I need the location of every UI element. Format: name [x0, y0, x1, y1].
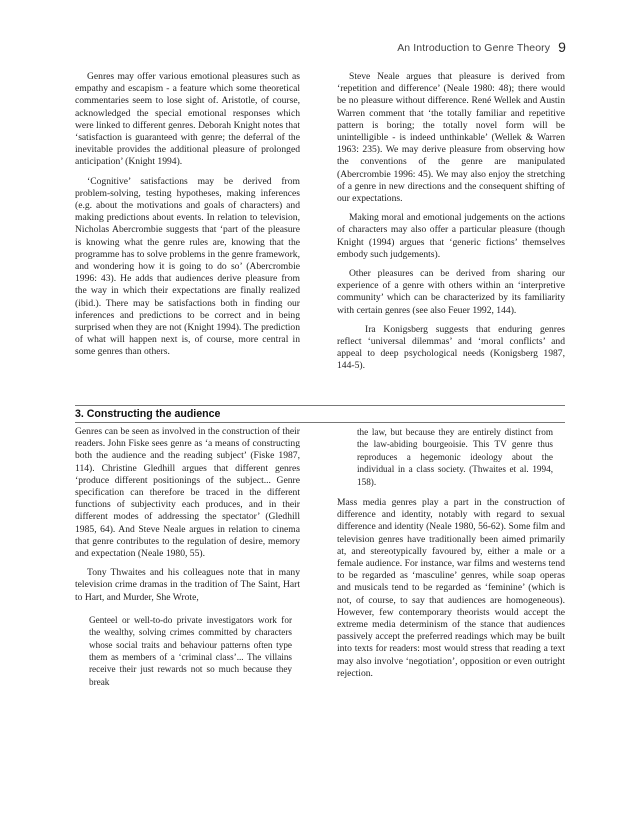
paragraph: Genres can be seen as involved in the construction of their readers. John Fiske sees genre as ‘a means of constructing both the audience and the reading subject’ (Fiske 1987, 114). Christine Gledhill argues that different genres ‘produce different positionings of the subject... Genre specification can therefore be traced in the different functions of subjectivity each produces, and in their different modes of addressing the spectator’ (Gledhill 1985, 64). And Steve Neale argues in relation to cinema that genre contributes to the regulation of desire, memory and expectation (Neale 1980, 55). — [75, 426, 300, 560]
section-rule-bottom — [75, 422, 565, 423]
page-number: 9 — [558, 39, 566, 55]
right-column-top — [337, 71, 565, 380]
paragraph: Genres may offer various emotional pleasures such as empathy and escapism - a feature which some theoretical commentaries seem to lose sight of. Aristotle, of course, acknowledged the special emotional responses which were linked to different genres. Deborah Knight notes that ‘satisfaction is guaranteed with genre; the deferral of the inevitable provides the additional pleasure of prolonged anticipation’ (Knight 1994). — [75, 71, 300, 168]
left-column-top — [75, 71, 300, 366]
paragraph: ‘Cognitive’ satisfactions may be derived from problem-solving, testing hypotheses, making inferences (e.g. about the motivations and goals of characters) and making predictions about events. In relation to television, Nicholas Abercrombie suggests that ‘part of the pleasure is knowing what the genre rules are, knowing that the programme has to solve problems in the genre framework, and wondering how it is going to do so’ (Abercrombie 1996: 43). He adds that audiences derive pleasure from the way in which their expectations are finally realized (ibid.). There may be satisfactions both in finding our inferences and predictions to be correct and in being surprised when they are not (Knight 1994). The prediction of what will happen next is, of course, more central in some genres than others. — [75, 175, 300, 358]
paragraph: Steve Neale argues that pleasure is derived from ‘repetition and difference’ (Neale 1980: 48); there would be no pleasure without difference. René Wellek and Austin Warren comment that ‘the totally familiar and repetitive pattern is boring; the totally novel form will be unintelligible - is indeed unthinkable’ (Wellek & Warren 1963: 235). We may derive pleasure from observing how the conventions of the genre are manipulated (Abercrombie 1996: 45). We may also enjoy the stretching of a genre in new directions and the consequent shifting of our expectations. — [337, 71, 565, 205]
paragraph: Mass media genres play a part in the construction of difference and identity, notably with regard to sexual difference and identity (Neale 1980, 56-62). Some film and television genres have traditionally been aimed primarily at, and stereotypically favoured by, either a male or a female audience. For instance, war films and westerns tend to be regarded as ‘masculine’ genres, while soap operas and musicals tend to be regarded as ‘feminine’ (which is not, of course, to say that audiences are homogeneous). However, few contemporary theorists would accept the extreme media determinism of the stance that audiences passively accept the preferred readings which may be built into texts for readers: most would stress that reading a text may also involve ‘negotiation’, opposition or even outright rejection. — [337, 497, 565, 679]
right-column-bottom — [337, 426, 565, 687]
running-title: An Introduction to Genre Theory — [397, 42, 551, 54]
paragraph: Tony Thwaites and his colleagues note that in many television crime dramas in the tradition of The Saint, Hart to Hart, and Murder, She Wrote, — [75, 567, 300, 603]
running-head — [397, 38, 566, 54]
paragraph: Ira Konigsberg suggests that enduring genres reflect ‘universal dilemmas’ and ‘moral conflicts’ and appeal to deep psychological needs (Konigsberg 1987, 144-5). — [337, 323, 565, 372]
paragraph: Making moral and emotional judgements on the actions of characters may also offer a particular pleasure (though Knight (1994) argues that ‘generic fictions’ themselves embody such judgements). — [337, 212, 565, 260]
block-quote-continued: the law, but because they are entirely distinct from the law-abiding bourgeoisie. This TV genre thus reproduces a hegemonic ideology about the individual in a class society. (Thwaites et al. 1994, 158). — [357, 427, 553, 487]
block-quote: Genteel or well-to-do private investigators work for the wealthy, solving crimes committed by characters whose social traits and behaviour patterns often type them as members of a ‘criminal class’... The villains receive their just rewards not so much because they break — [89, 614, 292, 687]
section-heading: 3. Constructing the audience — [75, 408, 221, 420]
section-rule-top — [75, 405, 565, 406]
left-column-bottom — [75, 426, 300, 688]
paragraph: Other pleasures can be derived from sharing our experience of a genre with others within an ‘interpretive community’ which can be characterized by its familiarity with certain genres (see also Feuer 1992, 144). — [337, 268, 565, 316]
